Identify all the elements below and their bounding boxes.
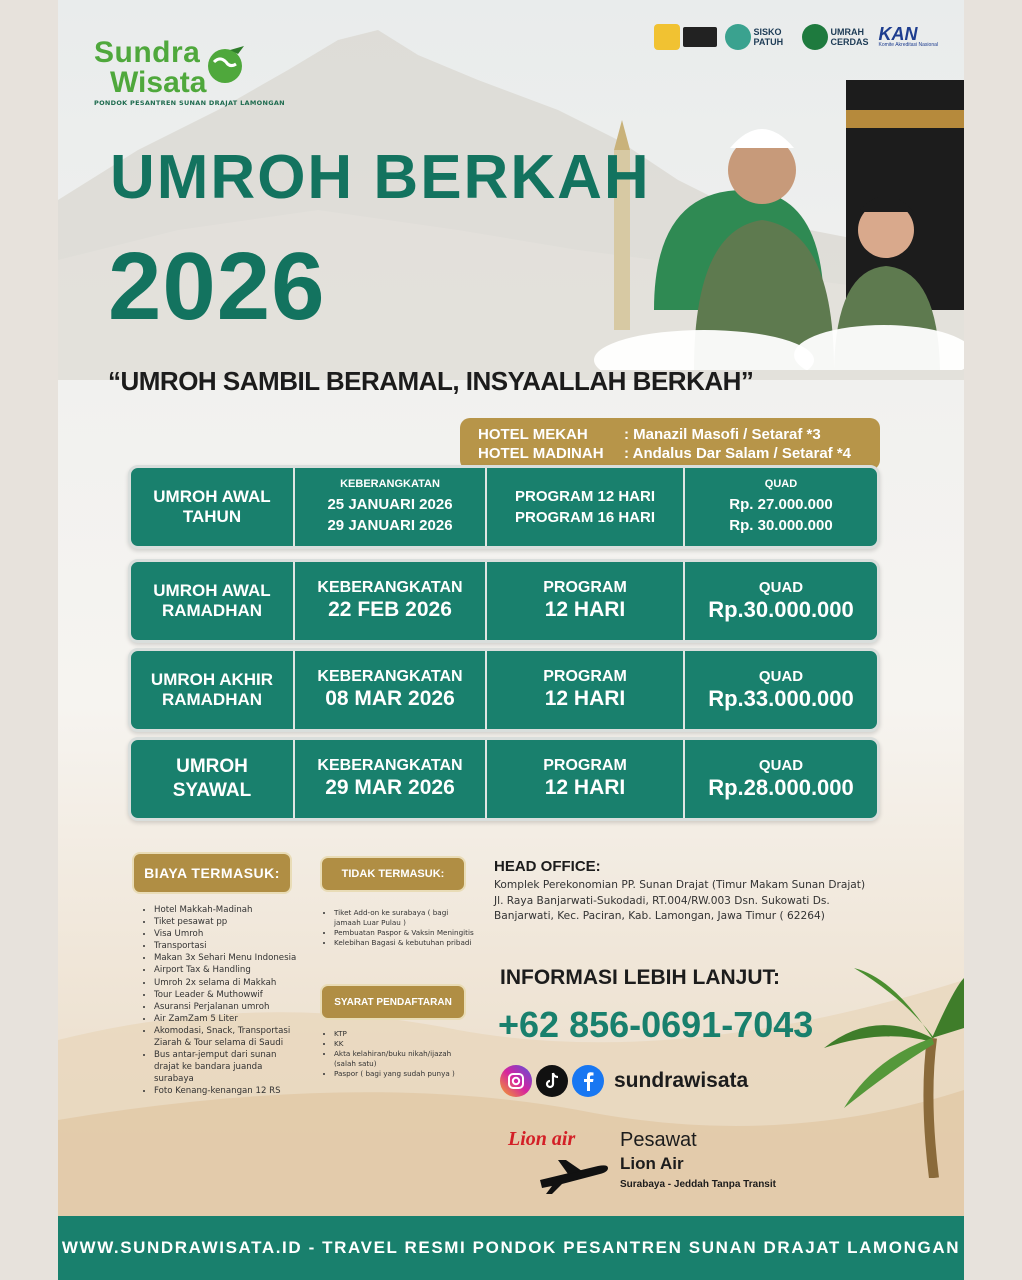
package-name-line: TAHUN xyxy=(182,507,242,526)
badge-sisko xyxy=(725,24,794,50)
list-item: • Tour Leader & Muthowwif xyxy=(154,989,304,1001)
program-label: PROGRAM xyxy=(543,579,627,596)
ppiu-banner-icon xyxy=(683,27,717,47)
tagline: “UMROH SAMBIL BERAMAL, INSYAALLAH BERKAH” xyxy=(108,366,754,396)
sisko-label: SISKO PATUH xyxy=(753,27,784,47)
list-item: • Transportasi xyxy=(154,940,304,952)
package-awal-tahun xyxy=(128,465,880,549)
price-value: Rp. 27.000.000 xyxy=(729,496,833,513)
departure-cell xyxy=(295,740,485,818)
program-cell xyxy=(487,562,683,640)
price-label: QUAD xyxy=(758,668,804,685)
package-awal-ramadhan xyxy=(128,559,880,643)
hotel-key: HOTEL MEKAH xyxy=(478,426,588,443)
price-value: Rp. 30.000.000 xyxy=(729,517,833,534)
excluded-heading: TIDAK TERMASUK: xyxy=(320,856,466,892)
program-duration: PROGRAM 12 HARI xyxy=(514,488,656,505)
price-label: QUAD xyxy=(764,478,798,490)
list-item: • Tiket pesawat pp xyxy=(154,916,304,928)
price-cell xyxy=(685,562,877,640)
palm-tree-icon xyxy=(814,938,964,1178)
departure-label: KEBERANGKATAN xyxy=(317,668,463,685)
hotel-info xyxy=(460,418,880,470)
kan-label: KAN xyxy=(878,24,918,44)
departure-date: 25 JANUARI 2026 xyxy=(327,496,453,513)
list-item: • Asuransi Perjalanan umroh xyxy=(154,1001,304,1013)
info-title: INFORMASI LEBIH LANJUT: xyxy=(500,966,780,989)
head-office-address: Komplek Perekonomian PP. Sunan Drajat (Timur Makam Sunan Drajat) Jl. Raya Banjarwati-Sukodadi, RT.004/RW.003 Dsn. Sukowati Ds. Banjarwati, Kec. Paciran, Kab. Lamongan, Jawa Timur ( 62264) xyxy=(494,879,866,922)
departure-cell xyxy=(295,468,485,546)
list-item: • Hotel Makkah-Madinah xyxy=(154,904,304,916)
departure-cell xyxy=(295,651,485,729)
program-duration: 12 HARI xyxy=(544,687,626,710)
departure-label: KEBERANGKATAN xyxy=(340,478,440,490)
list-item: • Paspor ( bagi yang sudah punya ) xyxy=(334,1069,474,1079)
list-item: • KK xyxy=(334,1039,474,1049)
list-item: • Foto Kenang-kenangan 12 RS xyxy=(154,1085,304,1097)
price-value: Rp.30.000.000 xyxy=(708,597,854,622)
title-year: 2026 xyxy=(108,233,326,340)
list-item: • Pembuatan Paspor & Vaksin Meningitis xyxy=(334,928,474,938)
logo-line1: Sundra xyxy=(94,36,201,69)
hero-illustration xyxy=(584,70,964,370)
program-label: PROGRAM xyxy=(543,757,627,774)
price-cell xyxy=(685,740,877,818)
list-item: • Akomodasi, Snack, Transportasi Ziarah & Tour selama di Saudi xyxy=(154,1025,304,1049)
airline-name: Lion Air xyxy=(620,1154,684,1173)
departure-date: 22 FEB 2026 xyxy=(328,598,452,621)
facebook-icon[interactable] xyxy=(572,1065,604,1097)
list-item: • Umroh 2x selama di Makkah xyxy=(154,977,304,989)
departure-date: 08 MAR 2026 xyxy=(325,687,455,710)
head-office-title: HEAD OFFICE: xyxy=(494,858,601,875)
globe-plane-icon xyxy=(202,42,248,88)
price-cell xyxy=(685,468,877,546)
umrah-cerdas-label: UMRAH CERDAS xyxy=(830,27,869,47)
list-item: • Kelebihan Bagasi & kebutuhan pribadi xyxy=(334,938,474,948)
program-label: PROGRAM xyxy=(543,668,627,685)
airplane-icon xyxy=(538,1156,610,1194)
package-name-line: UMROH xyxy=(176,756,248,777)
package-name xyxy=(131,651,293,729)
program-cell xyxy=(487,468,683,546)
package-akhir-ramadhan xyxy=(128,648,880,732)
hotel-value: : Manazil Masofi / Setaraf *3 xyxy=(624,426,821,443)
airline-label: Pesawat xyxy=(620,1129,697,1151)
brand-logo xyxy=(94,38,285,107)
package-name-line: RAMADHAN xyxy=(161,690,263,709)
logo-line2: Wisata xyxy=(110,66,207,99)
hotel-value: : Andalus Dar Salam / Setaraf *4 xyxy=(624,445,852,462)
requirements-list xyxy=(334,1029,474,1079)
badge-kan xyxy=(879,26,938,48)
list-item: • Air ZamZam 5 Liter xyxy=(154,1013,304,1025)
social-handle[interactable]: sundrawisata xyxy=(614,1069,749,1092)
footer-bar xyxy=(58,1216,964,1280)
white-cap-icon xyxy=(730,129,794,148)
requirements-heading: SYARAT PENDAFTARAN xyxy=(320,984,466,1020)
package-name xyxy=(131,562,293,640)
program-duration: 12 HARI xyxy=(544,598,626,621)
badge-umrah-cerdas xyxy=(802,24,871,50)
ppiu-icon xyxy=(654,24,680,50)
package-name-line: UMROH AKHIR xyxy=(150,670,274,689)
price-value: Rp.33.000.000 xyxy=(708,686,854,711)
excluded-list xyxy=(334,908,474,948)
list-item: • Visa Umroh xyxy=(154,928,304,940)
price-value: Rp.28.000.000 xyxy=(708,775,854,800)
hotel-row xyxy=(478,444,862,463)
included-list xyxy=(154,904,304,1098)
package-name xyxy=(131,468,293,546)
price-label: QUAD xyxy=(758,579,804,596)
list-item: • Bus antar-jemput dari sunan drajat ke bandara juanda surabaya xyxy=(154,1049,304,1085)
departure-cell xyxy=(295,562,485,640)
departure-date: 29 MAR 2026 xyxy=(325,776,455,799)
badge-ppiu xyxy=(654,24,717,50)
price-label: QUAD xyxy=(758,757,804,774)
logo-subtitle: PONDOK PESANTREN SUNAN DRAJAT LAMONGAN xyxy=(94,99,285,107)
list-item: • Tiket Add-on ke surabaya ( bagi jamaah Luar Pulau ) xyxy=(334,908,474,928)
kemenag-icon xyxy=(802,24,828,50)
list-item: • Airport Tax & Handling xyxy=(154,964,304,976)
tiktok-icon[interactable] xyxy=(536,1065,568,1097)
hotel-key: HOTEL MADINAH xyxy=(478,445,604,462)
program-duration: 12 HARI xyxy=(544,776,626,799)
program-cell xyxy=(487,651,683,729)
hotel-row xyxy=(478,425,862,444)
lion-air-logo: Lion air xyxy=(508,1128,576,1150)
list-item: • Makan 3x Sehari Menu Indonesia xyxy=(154,952,304,964)
departure-date: 29 JANUARI 2026 xyxy=(327,517,453,534)
program-cell xyxy=(487,740,683,818)
package-syawal xyxy=(128,737,880,821)
social-links xyxy=(500,1065,748,1097)
footer-website[interactable]: WWW.SUNDRAWISATA.ID - TRAVEL RESMI PONDOK PESANTREN SUNAN DRAJAT LAMONGAN xyxy=(61,1238,961,1257)
title-line1: UMROH BERKAH xyxy=(110,143,651,212)
program-duration: PROGRAM 16 HARI xyxy=(514,509,656,526)
package-name-line: SYAWAL xyxy=(172,780,252,801)
list-item: • KTP xyxy=(334,1029,474,1039)
price-cell xyxy=(685,651,877,729)
departure-label: KEBERANGKATAN xyxy=(317,579,463,596)
included-heading: BIAYA TERMASUK: xyxy=(132,852,292,894)
airline-route: Surabaya - Jeddah Tanpa Transit xyxy=(620,1179,776,1190)
package-name-line: UMROH AWAL xyxy=(153,487,271,506)
certification-badges xyxy=(654,24,938,50)
instagram-icon[interactable] xyxy=(500,1065,532,1097)
list-item: • Akta kelahiran/buku nikah/ijazah (salah satu) xyxy=(334,1049,474,1069)
sisko-icon xyxy=(725,24,751,50)
kan-sub: Komite Akreditasi Nasional xyxy=(878,42,938,48)
package-name-line: RAMADHAN xyxy=(161,601,263,620)
package-name xyxy=(131,740,293,818)
departure-label: KEBERANGKATAN xyxy=(317,757,463,774)
package-name-line: UMROH AWAL xyxy=(153,581,271,600)
poster xyxy=(58,0,964,1280)
phone-number[interactable]: +62 856-0691-7043 xyxy=(498,1004,814,1045)
